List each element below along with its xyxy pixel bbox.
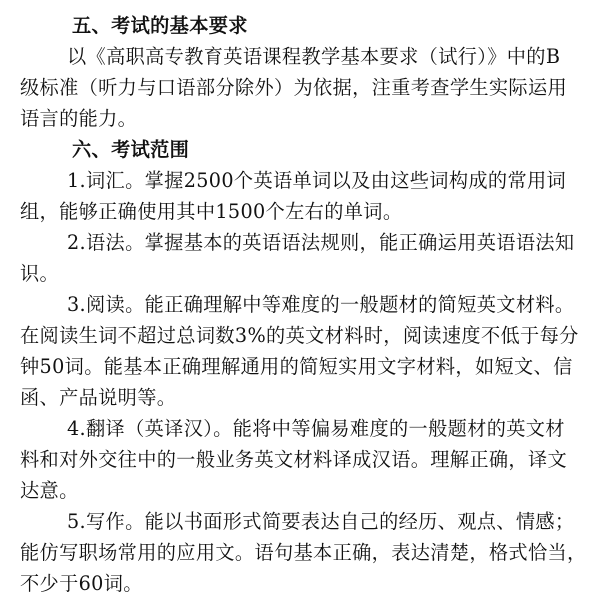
item-5-line: 5.写作。能以书面形式简要表达自己的经历、观点、情感；: [67, 510, 575, 533]
item-3-line: 函、产品说明等。: [20, 386, 177, 409]
section-5-line: 语言的能力。: [20, 107, 138, 130]
item-5-line: 不少于60词。: [20, 572, 143, 595]
section-5-line: 级标准（听力与口语部分除外）为依据，注重考查学生实际运用: [20, 76, 568, 99]
item-4-line: 达意。: [20, 479, 79, 502]
section-6-heading: 六、考试范围: [72, 138, 190, 161]
item-4-line: 4.翻译（英译汉）。能将中等偏易难度的一般题材的英文材: [67, 417, 565, 440]
item-5-line: 能仿写职场常用的应用文。语句基本正确，表达清楚，格式恰当，: [20, 541, 587, 564]
item-2-line: 2.语法。掌握基本的英语语法规则，能正确运用英语语法知: [67, 231, 575, 254]
item-3-line: 3.阅读。能正确理解中等难度的一般题材的简短英文材料。: [67, 293, 575, 316]
item-3-line: 钟50词。能基本正确理解通用的简短实用文字材料，如短文、信: [20, 355, 573, 378]
item-1-line: 1.词汇。掌握2500个英语单词以及由这些词构成的常用词: [67, 169, 567, 192]
item-3-line: 在阅读生词不超过总词数3%的英文材料时，阅读速度不低于每分: [20, 324, 579, 347]
section-5-line: 以《高职高专教育英语课程教学基本要求（试行）》中的B: [67, 45, 561, 68]
item-2-line: 识。: [20, 262, 60, 285]
item-4-line: 料和对外交往中的一般业务英文材料译成汉语。理解正确，译文: [20, 448, 568, 471]
section-5-heading: 五、考试的基本要求: [72, 14, 248, 37]
item-1-line: 组，能够正确使用其中1500个左右的单词。: [20, 200, 403, 223]
